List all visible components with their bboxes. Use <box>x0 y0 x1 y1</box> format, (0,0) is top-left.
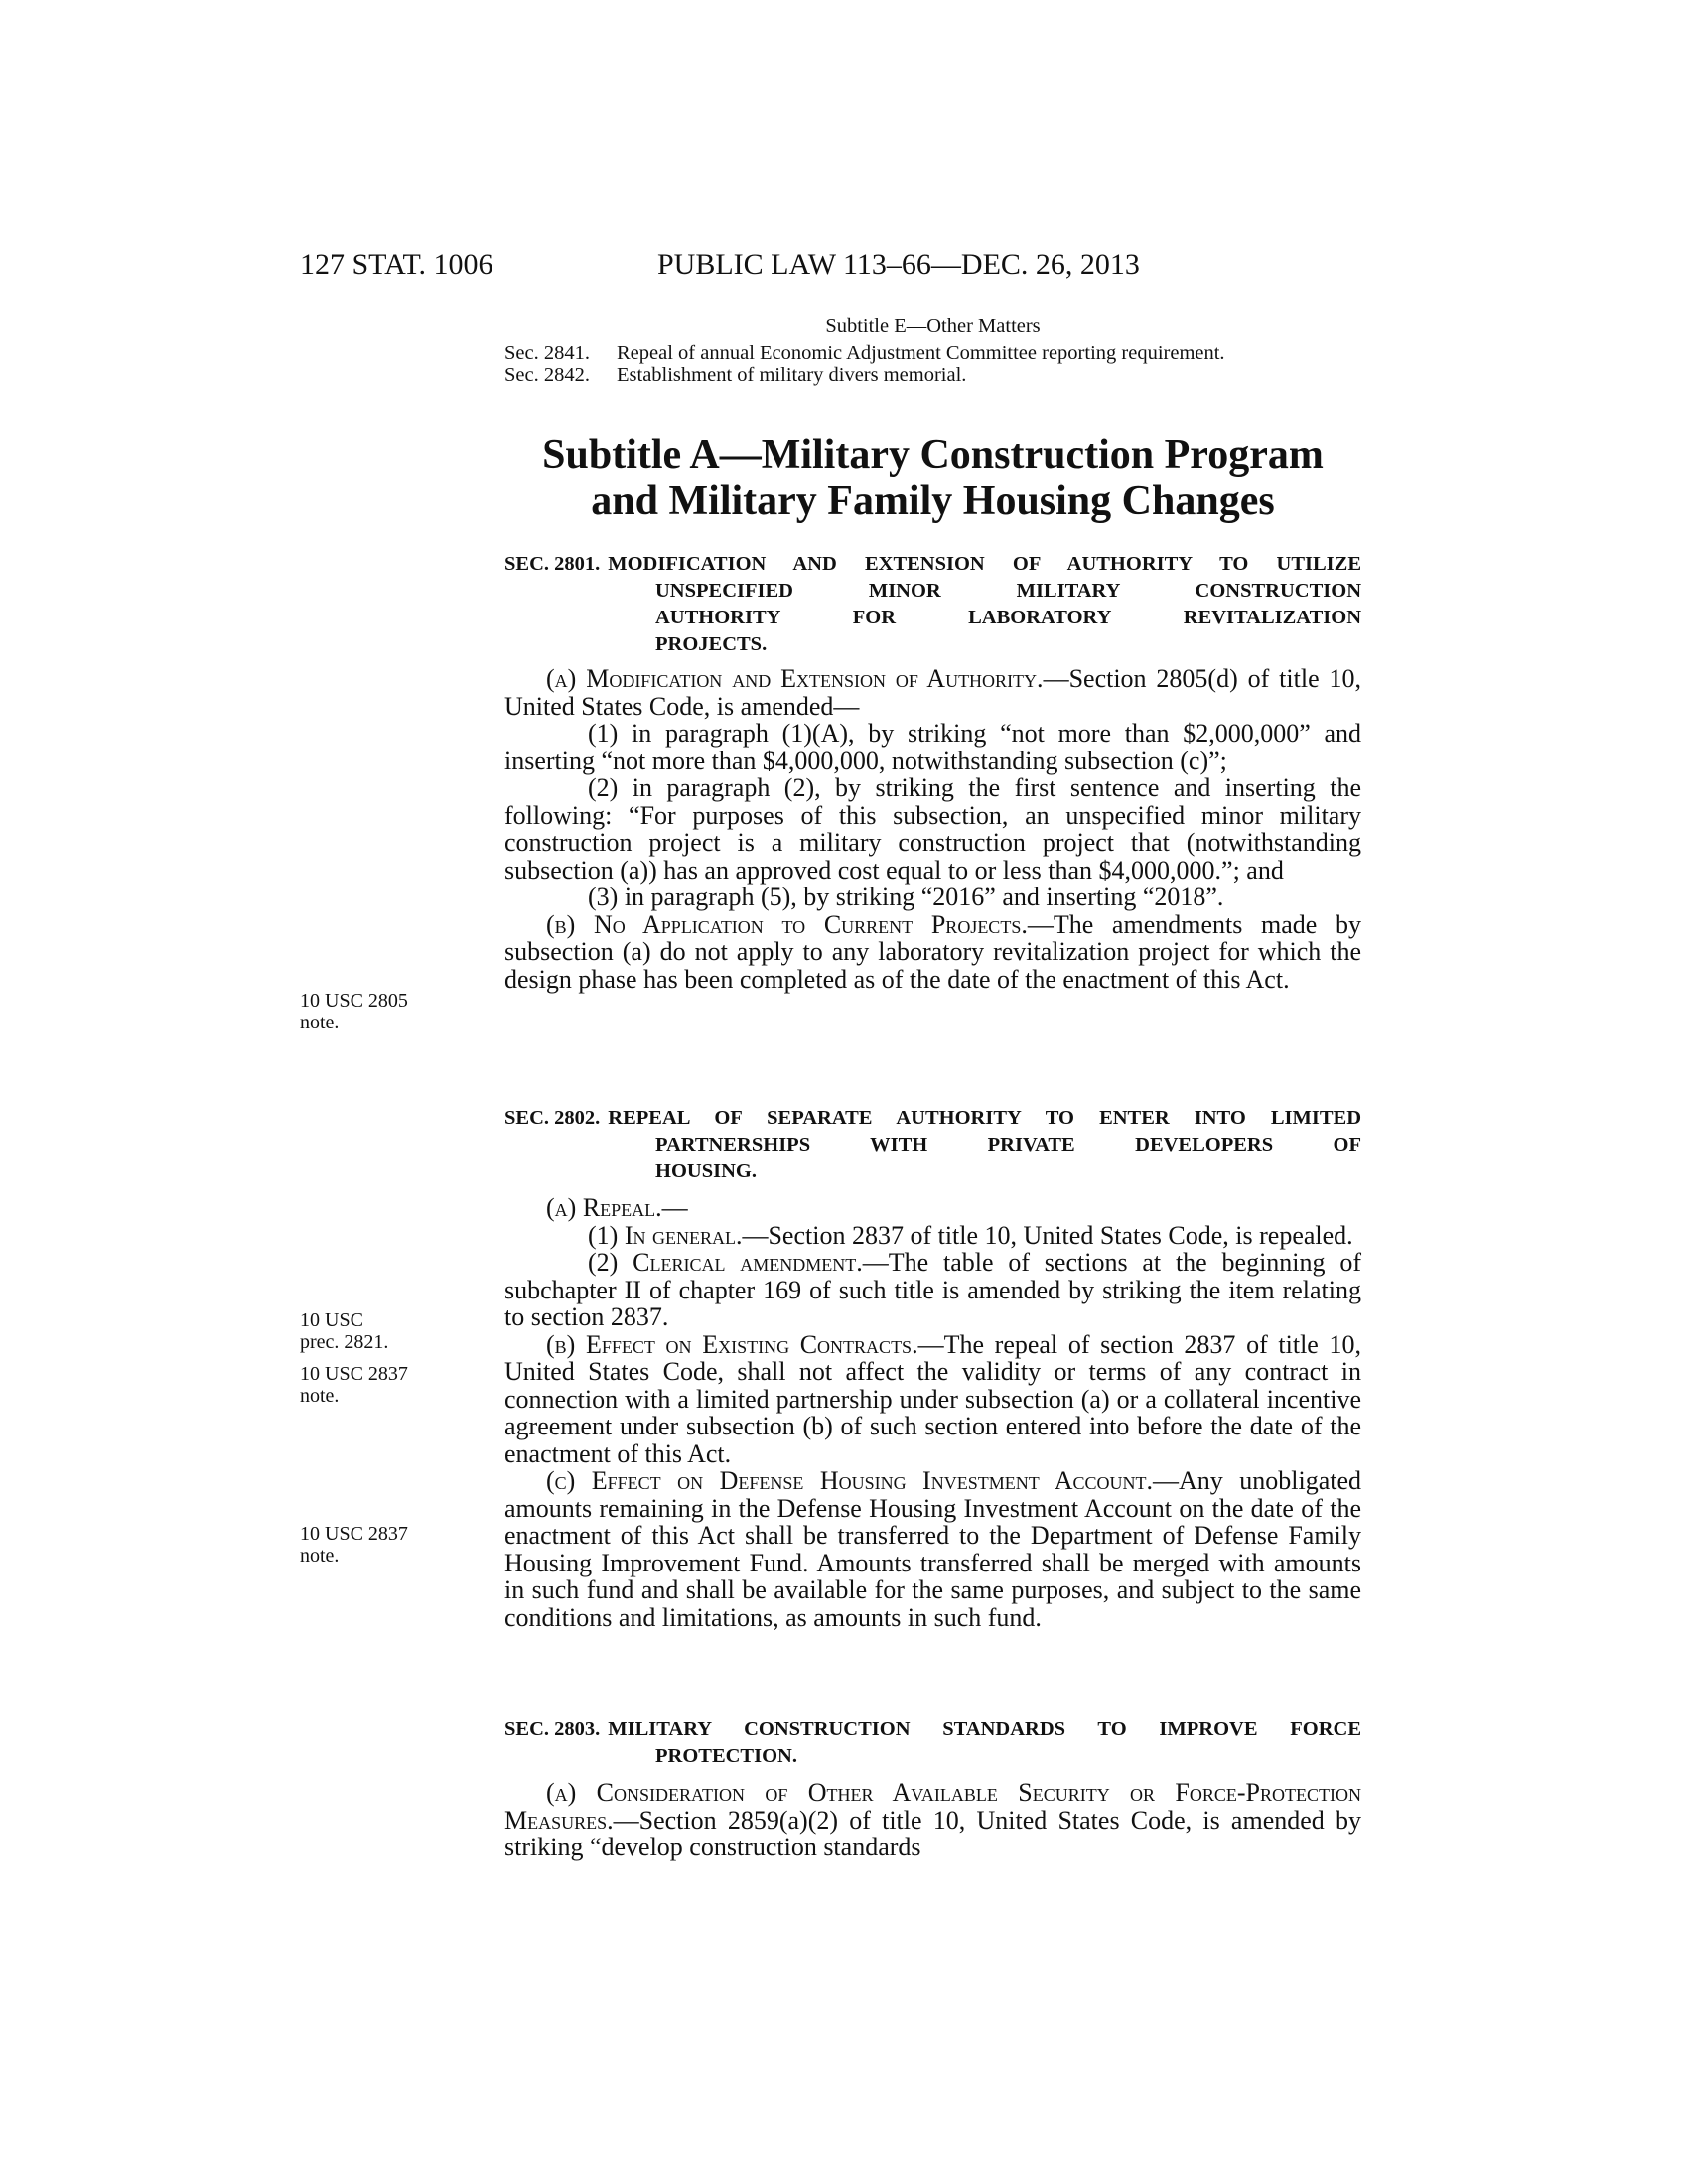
subsection-a <box>504 1779 1361 1861</box>
subsection-heading: (b) Effect on Existing Contracts. <box>546 1329 918 1359</box>
margin-note-line: prec. 2821. <box>300 1331 389 1353</box>
paragraph-3: (3) in paragraph (5), by striking “2016” and inserting “2018”. <box>588 883 1224 911</box>
subsection-a <box>504 665 1361 720</box>
toc-item <box>504 364 1361 386</box>
toc-subtitle-heading: Subtitle E—Other Matters <box>825 315 1041 337</box>
toc-item-number: Sec. 2841. <box>504 342 590 364</box>
margin-note-line: note. <box>300 1385 340 1407</box>
sec-2803-body <box>504 1779 1361 1861</box>
section-number: SEC. 2801. <box>504 553 601 575</box>
subsection-heading: (c) Effect on Defense Housing Investment Account. <box>546 1466 1154 1495</box>
section-title-cont: HOUSING. <box>655 1160 757 1182</box>
section-title-cont: AUTHORITY FOR LABORATORY REVITALIZATION <box>655 607 1361 628</box>
subsection-c <box>504 1467 1361 1631</box>
subsection-heading: (a) Repeal. <box>546 1193 662 1222</box>
section-title: MODIFICATION AND EXTENSION OF AUTHORITY TO UTILIZE <box>608 553 1361 575</box>
table-of-contents <box>504 315 1361 386</box>
margin-note-line: 10 USC 2837 <box>300 1523 408 1545</box>
section-number: SEC. 2802. <box>504 1107 601 1129</box>
subsection-text: —Any unobligated amounts remaining in the Defense Housing Investment Account on the date of the enactment of this Act shall be transferred to the Department of Defense Family Housing Improvement Fund. Amounts transferred shall be merged with amounts in such fund and shall be available for the same purposes, and subject to the same conditions and limitations, as amounts in such fund. <box>504 1466 1361 1632</box>
paragraph-heading: (2) Clerical amendment. <box>588 1248 863 1277</box>
paragraph-1: (1) in paragraph (1)(A), by striking “not more than $2,000,000” and inserting “not more than $4,000,000, notwithstanding subsection (c)”; <box>504 719 1361 775</box>
toc-item-number: Sec. 2842. <box>504 364 590 386</box>
section-number: SEC. 2803. <box>504 1718 601 1740</box>
section-title-cont: PROTECTION. <box>655 1745 797 1767</box>
margin-note-line: note. <box>300 1012 340 1033</box>
subsection-a <box>504 1194 1361 1222</box>
sec-2801-heading <box>504 551 1361 658</box>
subtitle-line-1: Subtitle A—Military Construction Program <box>542 432 1324 478</box>
paragraph-2 <box>504 1249 1361 1331</box>
subsection-b <box>504 1331 1361 1468</box>
subsection-heading: (a) Consideration of Other Available Security or Force-Protection Measures. <box>504 1778 1361 1835</box>
subtitle-line-2: and Military Family Housing Changes <box>591 478 1275 524</box>
toc-item-text: Establishment of military divers memorial. <box>617 364 967 386</box>
subsection-heading: (b) No Application to Current Projects. <box>546 909 1028 939</box>
subsection-text: —The repeal of section 2837 of title 10, United States Code, shall not affect the validity or terms of any contract in connection with a limited partnership under subsection (a) or a collateral incentive agreement under subsection (b) of such section entered into before the date of the enactment of this Act. <box>504 1329 1361 1468</box>
subsection-text: —The amendments made by subsection (a) do not apply to any laboratory revitalization project for which the design phase has been completed as of the date of the enactment of this Act. <box>504 909 1361 994</box>
margin-note-line: note. <box>300 1545 340 1567</box>
subsection-text: —Section 2805(d) of title 10, United States Code, is amended— <box>504 664 1361 721</box>
section-title-cont: UNSPECIFIED MINOR MILITARY CONSTRUCTION <box>655 580 1361 602</box>
paragraph-1 <box>504 1222 1361 1250</box>
subtitle-a-heading <box>504 432 1361 525</box>
subsection-b <box>504 911 1361 994</box>
margin-note-line: 10 USC 2837 <box>300 1363 408 1385</box>
section-title-cont: PROJECTS. <box>655 633 768 655</box>
margin-note-line: 10 USC <box>300 1309 363 1331</box>
paragraph-text: —The table of sections at the beginning of subchapter II of chapter 169 of such title is amended by striking the item relating to section 2837. <box>504 1248 1361 1331</box>
sec-2803-heading <box>504 1716 1361 1770</box>
margin-note <box>300 1309 449 1353</box>
subsection-heading: (a) Modification and Extension of Authority. <box>546 664 1044 693</box>
paragraph-text: —Section 2837 of title 10, United States Code, is repealed. <box>742 1220 1353 1250</box>
toc-item-text: Repeal of annual Economic Adjustment Committee reporting requirement. <box>617 342 1225 364</box>
section-title-cont: PARTNERSHIPS WITH PRIVATE DEVELOPERS OF <box>655 1134 1361 1156</box>
subsection-text: —Section 2859(a)(2) of title 10, United States Code, is amended by striking “develop construction standards <box>504 1805 1361 1861</box>
paragraph-2: (2) in paragraph (2), by striking the first sentence and inserting the following: “For purposes of this subsection, an unspecified minor military construction project is a military construction project that (notwithstanding subsection (a)) has an approved cost equal to or less than $4,000,000.”; and <box>504 773 1361 885</box>
subsection-text: — <box>661 1193 688 1222</box>
section-title: REPEAL OF SEPARATE AUTHORITY TO ENTER INTO LIMITED <box>608 1107 1361 1129</box>
sec-2802-body <box>504 1194 1361 1631</box>
paragraph-heading: (1) In general. <box>588 1220 743 1250</box>
margin-note <box>300 990 449 1033</box>
margin-note <box>300 1363 449 1407</box>
toc-item <box>504 342 1361 364</box>
section-title: MILITARY CONSTRUCTION STANDARDS TO IMPROVE FORCE <box>608 1718 1361 1740</box>
stat-page-number: 127 STAT. 1006 <box>300 248 493 281</box>
public-law-header: PUBLIC LAW 113–66—DEC. 26, 2013 <box>657 248 1140 281</box>
margin-note-line: 10 USC 2805 <box>300 990 408 1012</box>
margin-note <box>300 1523 449 1567</box>
sec-2802-heading <box>504 1105 1361 1185</box>
sec-2801-body <box>504 665 1361 993</box>
